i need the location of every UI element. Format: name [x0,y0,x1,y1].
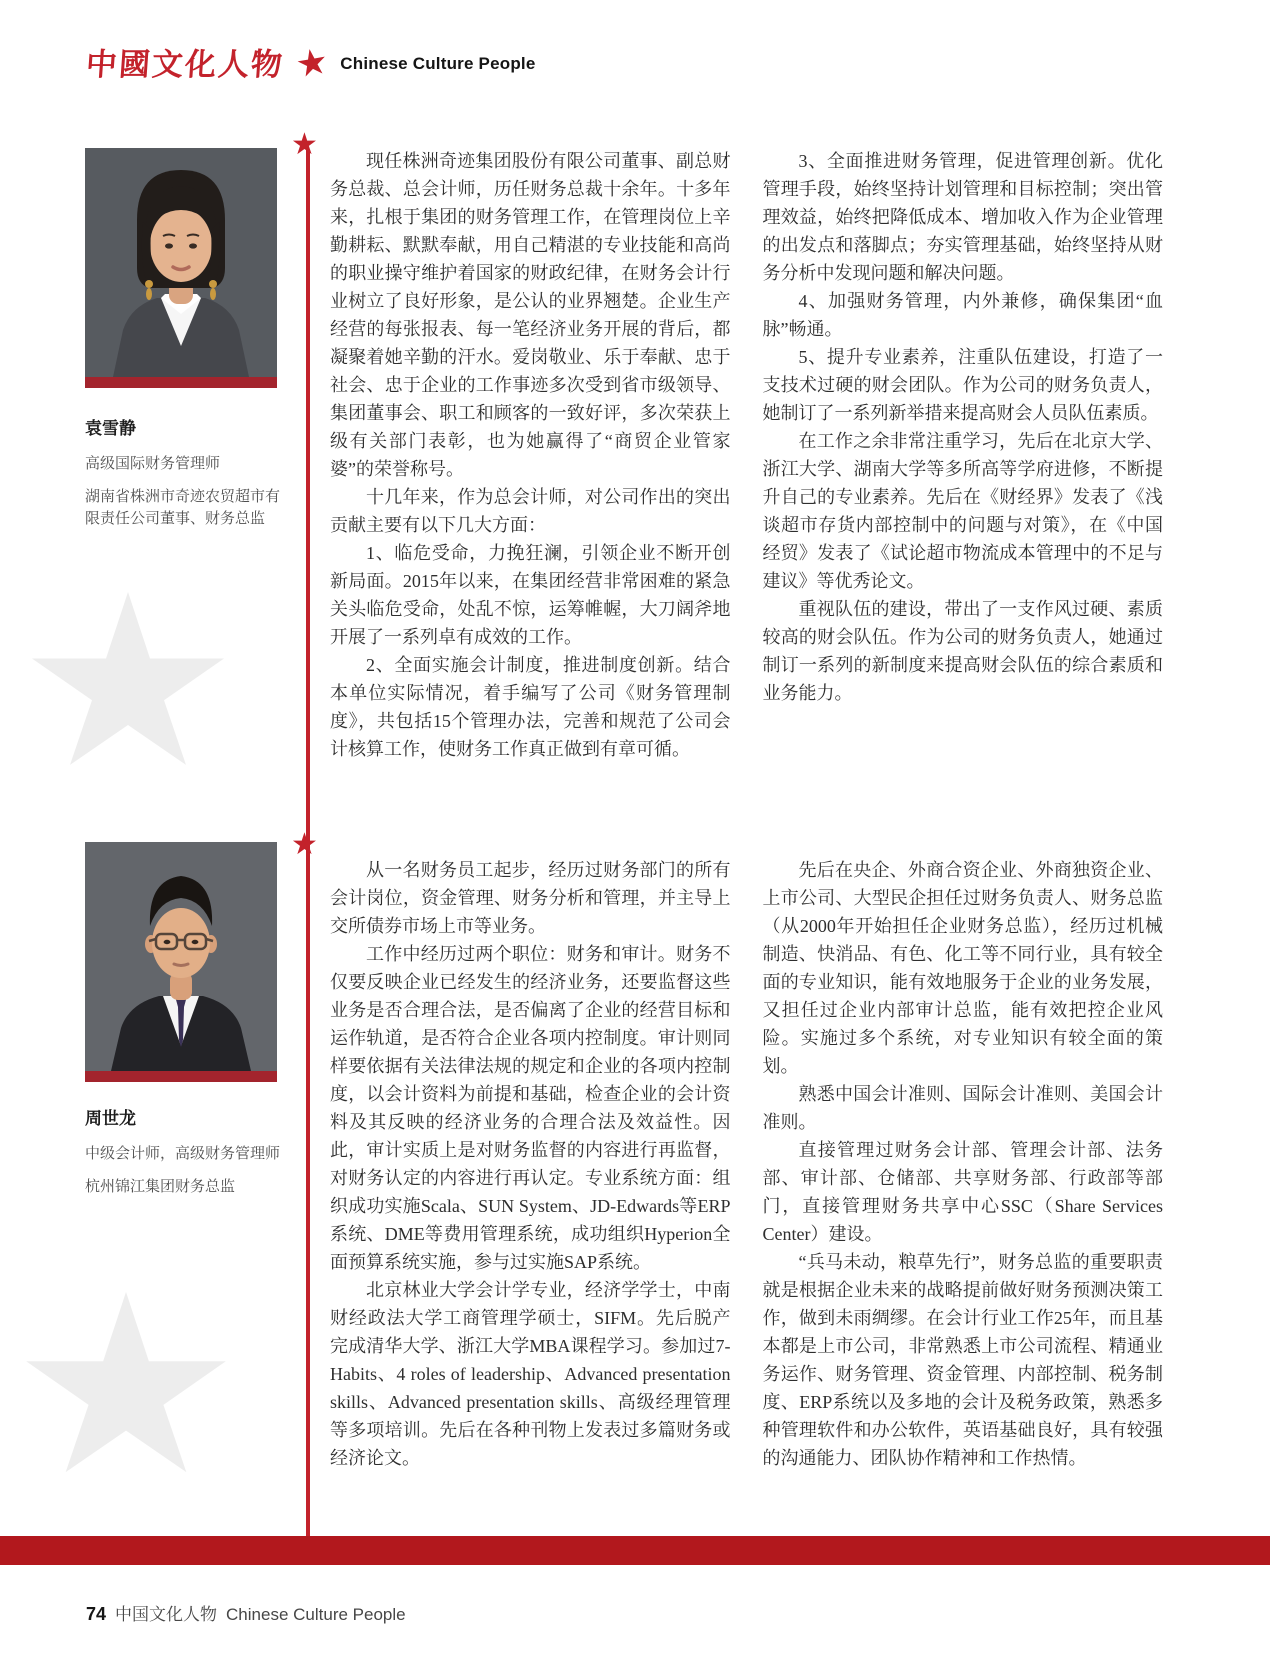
article-paragraph: 5、提升专业素养，注重队伍建设，打造了一支技术过硬的财会团队。作为公司的财务负责人，她制订了一系列新举措来提高财会人员队伍素质。 [762,347,1163,423]
article-paragraph: 在工作之余非常注重学习，先后在北京大学、浙江大学、湖南大学等多所高等学府进修，不断提升自己的专业素养。先后在《财经界》发表了《浅谈超市存货内部控制中的问题与对策》，在《中国经贸》发表了《试论超市物流成本管理中的不足与建议》等优秀论文。 [762,431,1163,591]
page-footer [86,1600,406,1625]
portrait-illustration [85,148,277,377]
profile-photo-zhou [85,842,277,1082]
masthead [84,40,536,87]
bottom-red-bar [0,1536,1270,1565]
page-number: 74 [86,1604,107,1624]
watermark-star-icon [28,592,228,782]
profile-photo-yuan [85,148,277,388]
red-star-icon: ★ [292,40,332,87]
article-paragraph: 1、临危受命，力挽狂澜，引领企业不断开创新局面。2015年以来，在集团经营非常困难的紧急关头临危受命，处乱不惊，运筹帷幄，大刀阔斧地开展了一系列卓有成效的工作。 [330,543,731,647]
magazine-logo-english: Chinese Culture People [340,54,536,73]
article-paragraph: 工作中经历过两个职位：财务和审计。财务不仅要反映企业已经发生的经济业务，还要监督这些业务是否合理合法，是否偏离了企业的经营目标和运作轨道，是否符合企业各项内控制度。审计则同样要依据有关法律法规的规定和企业的各项内控制度，以会计资料为前提和基础，检查企业的会计资料及其反映的经济业务的合理合法及效益性。因此，审计实质上是对财务监督的内容进行再监督，对财务认定的内容进行再认定。专业系统方面：组织成功实施Scala、SUN System、JD-Edwards等ERP系统、DME等费用管理系统，成功组织Hyperion全面预算系统实施，参与过实施SAP系统。 [330,944,731,1272]
magazine-logo-chinese: 中國文化人物 [84,46,286,82]
article-paragraph: 4、加强财务管理，内外兼修，确保集团“血脉”畅通。 [762,291,1163,339]
profile-organization: 湖南省株洲市奇迹农贸超市有限责任公司董事、财务总监 [85,488,281,527]
profile-caption-zhou [85,1104,285,1198]
photo-red-strip [85,377,277,388]
profile-name: 袁雪静 [85,419,136,438]
portrait-illustration [85,842,277,1071]
watermark-star-icon [22,1292,230,1490]
profile-name: 周世龙 [85,1109,136,1128]
article-paragraph: 直接管理过财务会计部、管理会计部、法务部、审计部、仓储部、共享财务部、行政部等部门，直接管理财务共享中心SSC（Share Services Center）建设。 [762,1140,1163,1244]
profile-title: 中级会计师，高级财务管理师 [85,1145,281,1162]
footer-title-english: Chinese Culture People [226,1605,406,1624]
article-zhou-shilong [330,856,1163,1508]
article-paragraph: 先后在央企、外商合资企业、外商独资企业、上市公司、大型民企担任过财务负责人、财务总监（从2000年开始担任企业财务总监），经历过机械制造、快消品、有色、化工等不同行业，具有较全面的专业知识，能有效地服务于企业的业务发展，又担任过企业内部审计总监，能有效把控企业风险。实施过多个系统，对专业知识有较全面的策划。 [762,860,1163,1076]
section-star-icon: ★ [291,827,318,862]
article-paragraph: 从一名财务员工起步，经历过财务部门的所有会计岗位，资金管理、财务分析和管理，并主导上交所债券市场上市等业务。 [330,860,731,936]
article-paragraph: 北京林业大学会计学专业，经济学学士，中南财经政法大学工商管理学硕士，SIFM。先后脱产完成清华大学、浙江大学MBA课程学习。参加过7-Habits、4 roles of leadership、Advanced presentation skills、Advanced presentation skills、高级经理管理等多项培训。先后在各种刊物上发表过多篇财务或经济论文。 [330,1280,731,1468]
section-star-icon: ★ [291,127,318,162]
profile-caption-yuan [85,414,285,530]
article-paragraph: 3、全面推进财务管理，促进管理创新。优化管理手段，始终坚持计划管理和目标控制；突出管理效益，始终把降低成本、增加收入作为企业管理的出发点和落脚点；夯实管理基础，始终坚持从财务分析中发现问题和解决问题。 [762,151,1163,283]
article-paragraph: 十几年来，作为总会计师，对公司作出的突出贡献主要有以下几大方面： [330,487,731,535]
profile-organization: 杭州锦江集团财务总监 [85,1178,236,1195]
profile-title: 高级国际财务管理师 [85,455,221,472]
photo-red-strip [85,1071,277,1082]
article-paragraph: 重视队伍的建设，带出了一支作风过硬、素质较高的财会队伍。作为公司的财务负责人，她通过制订一系列的新制度来提高财会队伍的综合素质和业务能力。 [762,599,1163,703]
article-paragraph: 现任株洲奇迹集团股份有限公司董事、副总财务总裁、总会计师，历任财务总裁十余年。十多年来，扎根于集团的财务管理工作，在管理岗位上辛勤耕耘、默默奉献，用自己精湛的专业技能和高尚的职业操守维护着国家的财政纪律，在财务会计行业树立了良好形象，是公认的业界翘楚。企业生产经营的每张报表、每一笔经济业务开展的背后，都凝聚着她辛勤的汗水。爱岗敬业、乐于奉献、忠于社会、忠于企业的工作事迹多次受到省市级领导、集团董事会、职工和顾客的一致好评，多次荣获上级有关部门表彰，也为她赢得了“商贸企业管家婆”的荣誉称号。 [330,151,731,479]
article-yuan-xuejing [330,147,1163,771]
article-paragraph: 2、全面实施会计制度，推进制度创新。结合本单位实际情况，着手编写了公司《财务管理制度》，共包括15个管理办法，完善和规范了公司会计核算工作，使财务工作真正做到有章可循。 [330,655,731,759]
footer-title-chinese: 中国文化人物 [115,1605,218,1624]
article-paragraph: 熟悉中国会计准则、国际会计准则、美国会计准则。 [762,1084,1163,1132]
article-paragraph: “兵马未动，粮草先行”，财务总监的重要职责就是根据企业未来的战略提前做好财务预测决策工作，做到未雨绸缪。在会计行业工作25年，而且基本都是上市公司，非常熟悉上市公司流程、精通业务运作、财务管理、资金管理、内部控制、税务制度、ERP系统以及多地的会计及税务政策，熟悉多种管理软件和办公软件，英语基础良好，具有较强的沟通能力、团队协作精神和工作热情。 [762,1252,1163,1468]
